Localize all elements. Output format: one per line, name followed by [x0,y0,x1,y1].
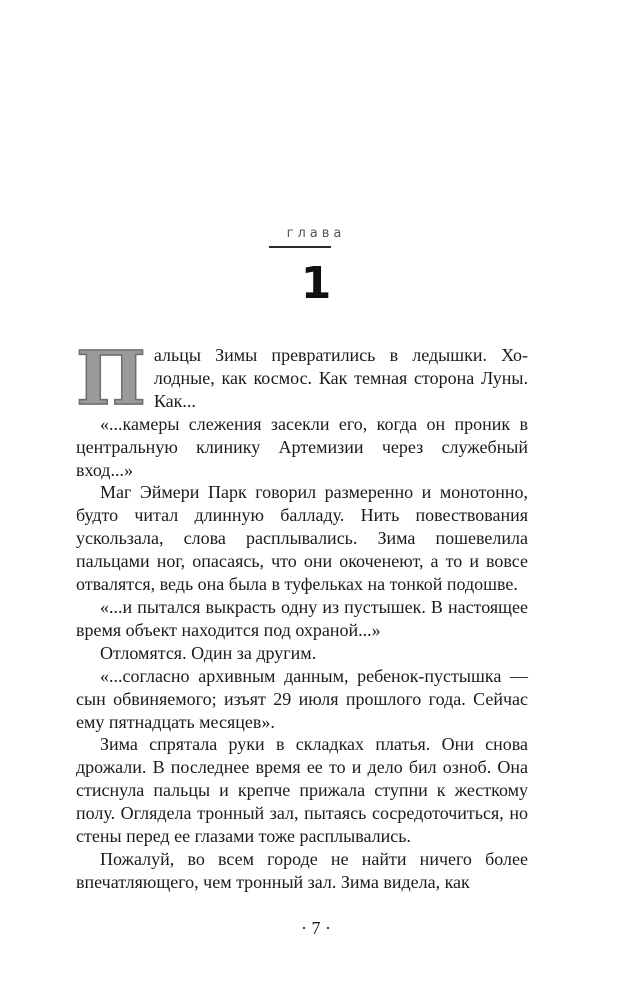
paragraph: Зима спрятала руки в складках платья. Они снова дрожали. В последнее время ее то и дело бил озноб. Она стиснула пальцы и крепче прижала ступни к жесткому полу. Оглядела тронный зал, пытаясь сосредоточиться, но стены перед ее глазами тоже расплывались. [76,734,528,847]
paragraph: «...камеры слежения засекли его, когда он проник в центральную клинику Артемизии через служебный вход...» [76,413,528,480]
paragraph: Отломятся. Один за другим. [100,642,317,663]
paragraph-text: альцы Зимы превратились в ледышки. Холодные, как космос. Как темная сторона Луны. Как... [153,345,528,411]
chapter-label: глава [286,226,346,241]
page-number: · 7 · [301,918,331,938]
paragraph [76,336,528,422]
chapter-number: 1 [300,258,332,309]
drop-cap: П [76,336,146,422]
chapter-divider [269,246,331,248]
paragraph: Маг Эймери Парк говорил размеренно и монотонно, будто читал длинную балладу. Нить повествования ускользала, слова расплывались. Зима пошевелила пальцами ног, опасаясь, что они окоченеют, а то и вовсе отвалятся, ведь она была в туфельках на тонкой подошве. [76,482,528,595]
paragraph: Пожалуй, во всем городе не найти ничего более впечатляющего, чем тронный зал. Зима видела, как [76,848,528,892]
paragraph: «...и пытался выкрасть одну из пустышек. В настоящее время объект находится под охраной...» [76,596,528,640]
chapter-text [76,336,528,894]
paragraph: «...согласно архивным данным, ребенок-пустышка — сын обвиняемого; изъят 29 июля прошлого года. Сейчас ему пятнадцать месяцев». [76,665,528,732]
